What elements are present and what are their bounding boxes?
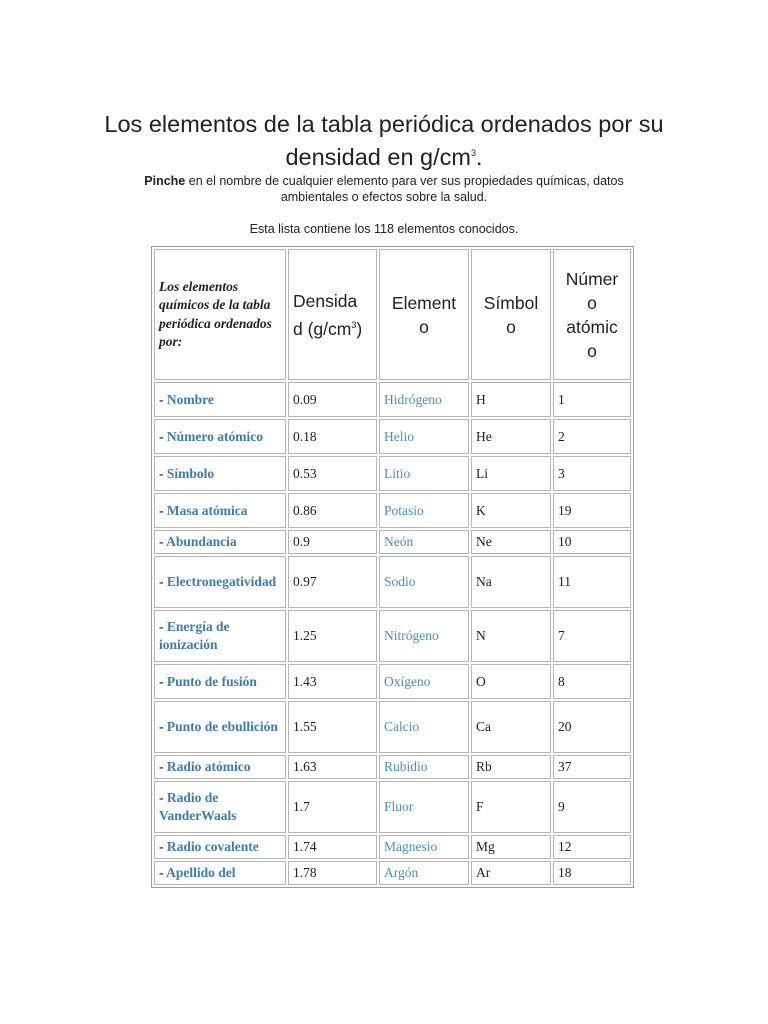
element-link[interactable]: Magnesio xyxy=(379,835,469,859)
symbol-header-line-2: o xyxy=(506,316,516,337)
symbol-cell: H xyxy=(471,382,551,417)
intro-bold: Pinche xyxy=(144,174,186,188)
criterion-dash: - xyxy=(159,534,167,549)
table-row xyxy=(154,419,631,454)
density-cell: 0.09 xyxy=(288,382,377,417)
criterion-label: Radio de VanderWaals xyxy=(159,790,237,823)
atomic-number-cell: 18 xyxy=(553,861,631,885)
element-header xyxy=(379,249,469,380)
symbol-cell: Na xyxy=(471,556,551,608)
criterion-label: Electronegatividad xyxy=(166,574,277,589)
criterion-dash: - xyxy=(159,465,167,481)
atomic-number-cell: 10 xyxy=(553,530,631,554)
page-title xyxy=(80,110,688,172)
symbol-cell: Ca xyxy=(471,701,551,753)
density-header-sup: 3 xyxy=(351,319,357,330)
density-cell: 0.53 xyxy=(288,456,377,491)
atomic-number-header-line-2: o xyxy=(587,292,597,313)
criterion-label: Punto de ebullición xyxy=(166,719,278,734)
sort-criterion-link[interactable] xyxy=(154,781,286,833)
page-title-text: densidad en g/cm xyxy=(285,144,471,170)
symbol-cell: N xyxy=(471,610,551,662)
atomic-number-header xyxy=(553,249,631,380)
symbol-cell: Li xyxy=(471,456,551,491)
density-cell: 1.78 xyxy=(288,861,377,885)
intro-text xyxy=(90,173,678,205)
symbol-header xyxy=(471,249,551,380)
density-header-paren: ) xyxy=(356,318,363,339)
element-link[interactable]: Calcio xyxy=(379,701,469,753)
page-title-line-1: Los elementos de la tabla periódica ordenados por su xyxy=(104,111,664,137)
density-cell: 1.7 xyxy=(288,781,377,833)
criterion-label: Apellido del xyxy=(166,865,236,880)
table-row xyxy=(154,456,631,491)
criterion-label: Símbolo xyxy=(166,465,215,481)
criterion-dash: - xyxy=(159,428,167,444)
criterion-dash: - xyxy=(159,502,167,518)
element-link[interactable]: Sodio xyxy=(379,556,469,608)
symbol-cell: Ne xyxy=(471,530,551,554)
criterion-dash: - xyxy=(159,673,167,689)
atomic-number-cell: 19 xyxy=(553,493,631,528)
density-cell: 0.86 xyxy=(288,493,377,528)
criterion-dash: - xyxy=(159,839,167,854)
symbol-cell: Rb xyxy=(471,755,551,779)
symbol-cell: O xyxy=(471,664,551,699)
sort-criterion-link[interactable] xyxy=(154,419,286,454)
table-header-row xyxy=(154,249,631,380)
table-row xyxy=(154,493,631,528)
density-cell: 0.9 xyxy=(288,530,377,554)
symbol-cell: He xyxy=(471,419,551,454)
criterion-dash: - xyxy=(159,790,167,805)
element-link[interactable]: Fluor xyxy=(379,781,469,833)
density-header xyxy=(288,249,377,380)
criterion-label: Radio covalente xyxy=(166,839,259,854)
density-cell: 1.43 xyxy=(288,664,377,699)
intro-line-1 xyxy=(90,173,678,189)
criterion-label: Masa atómica xyxy=(166,502,248,518)
sort-criterion-link[interactable] xyxy=(154,835,286,859)
criterion-dash: - xyxy=(159,759,167,774)
criterion-dash: - xyxy=(159,391,167,407)
table-row xyxy=(154,835,631,859)
symbol-header-line-1: Símbol xyxy=(483,292,539,313)
sort-criterion-link[interactable] xyxy=(154,493,286,528)
symbol-cell: F xyxy=(471,781,551,833)
table-row xyxy=(154,701,631,753)
sort-by-header: Los elementos químicos de la tabla periódica ordenados por: xyxy=(154,249,286,380)
element-link[interactable]: Hidrógeno xyxy=(379,382,469,417)
element-link[interactable]: Oxígeno xyxy=(379,664,469,699)
sort-criterion-link[interactable] xyxy=(154,456,286,491)
sort-criterion-link[interactable] xyxy=(154,382,286,417)
element-link[interactable]: Nitrógeno xyxy=(379,610,469,662)
table-row xyxy=(154,664,631,699)
atomic-number-cell: 11 xyxy=(553,556,631,608)
density-table xyxy=(151,246,634,888)
page-title-line-2 xyxy=(80,139,688,172)
density-cell: 1.55 xyxy=(288,701,377,753)
criterion-label: Radio atómico xyxy=(166,759,251,774)
table-row xyxy=(154,530,631,554)
density-cell: 0.97 xyxy=(288,556,377,608)
density-header-line-2: d (g/cm xyxy=(293,318,352,339)
title-superscript: 3 xyxy=(470,148,476,158)
table-row xyxy=(154,382,631,417)
criterion-label: Número atómico xyxy=(166,428,263,444)
criterion-label: Abundancia xyxy=(166,534,237,549)
atomic-number-header-line-3: atómic xyxy=(566,316,618,337)
criterion-dash: - xyxy=(159,574,167,589)
atomic-number-header-line-1: Númer xyxy=(565,268,619,289)
atomic-number-cell: 7 xyxy=(553,610,631,662)
sort-criterion-link[interactable] xyxy=(154,556,286,608)
sort-criterion-link[interactable] xyxy=(154,701,286,753)
table-row xyxy=(154,861,631,885)
sort-criterion-link[interactable] xyxy=(154,861,286,885)
atomic-number-cell: 1 xyxy=(553,382,631,417)
table-row xyxy=(154,610,631,662)
symbol-cell: K xyxy=(471,493,551,528)
sort-criterion-link[interactable] xyxy=(154,610,286,662)
criterion-dash: - xyxy=(159,719,167,734)
element-link[interactable]: Litio xyxy=(379,456,469,491)
density-cell: 1.74 xyxy=(288,835,377,859)
atomic-number-cell: 8 xyxy=(553,664,631,699)
density-header-line-1: Densida xyxy=(293,290,358,311)
element-link[interactable]: Argón xyxy=(379,861,469,885)
intro-line-1-rest: en el nombre de cualquier elemento para ver sus propiedades químicas, datos xyxy=(185,174,624,188)
element-link[interactable]: Potasio xyxy=(379,493,469,528)
element-link[interactable]: Neón xyxy=(379,530,469,554)
atomic-number-cell: 20 xyxy=(553,701,631,753)
table-row xyxy=(154,556,631,608)
title-period: . xyxy=(476,144,483,170)
sort-criterion-link[interactable] xyxy=(154,530,286,554)
atomic-number-header-line-4: o xyxy=(587,340,597,361)
criterion-label: Energía de ionización xyxy=(159,619,230,652)
criterion-dash: - xyxy=(159,619,167,634)
element-link[interactable]: Rubidio xyxy=(379,755,469,779)
element-header-line-1: Element xyxy=(391,292,457,313)
atomic-number-cell: 37 xyxy=(553,755,631,779)
element-header-line-2: o xyxy=(419,316,429,337)
element-link[interactable]: Helio xyxy=(379,419,469,454)
table-row xyxy=(154,755,631,779)
sort-criterion-link[interactable] xyxy=(154,664,286,699)
density-cell: 1.63 xyxy=(288,755,377,779)
criterion-label: Punto de fusión xyxy=(166,673,257,689)
density-cell: 1.25 xyxy=(288,610,377,662)
sort-criterion-link[interactable] xyxy=(154,755,286,779)
atomic-number-cell: 2 xyxy=(553,419,631,454)
atomic-number-cell: 9 xyxy=(553,781,631,833)
element-count-text: Esta lista contiene los 118 elementos conocidos. xyxy=(249,222,519,236)
symbol-cell: Mg xyxy=(471,835,551,859)
density-cell: 0.18 xyxy=(288,419,377,454)
criterion-label: Nombre xyxy=(166,391,214,407)
atomic-number-cell: 3 xyxy=(553,456,631,491)
atomic-number-cell: 12 xyxy=(553,835,631,859)
intro-line-2: ambientales o efectos sobre la salud. xyxy=(280,190,488,204)
criterion-dash: - xyxy=(159,865,167,880)
table-row xyxy=(154,781,631,833)
symbol-cell: Ar xyxy=(471,861,551,885)
